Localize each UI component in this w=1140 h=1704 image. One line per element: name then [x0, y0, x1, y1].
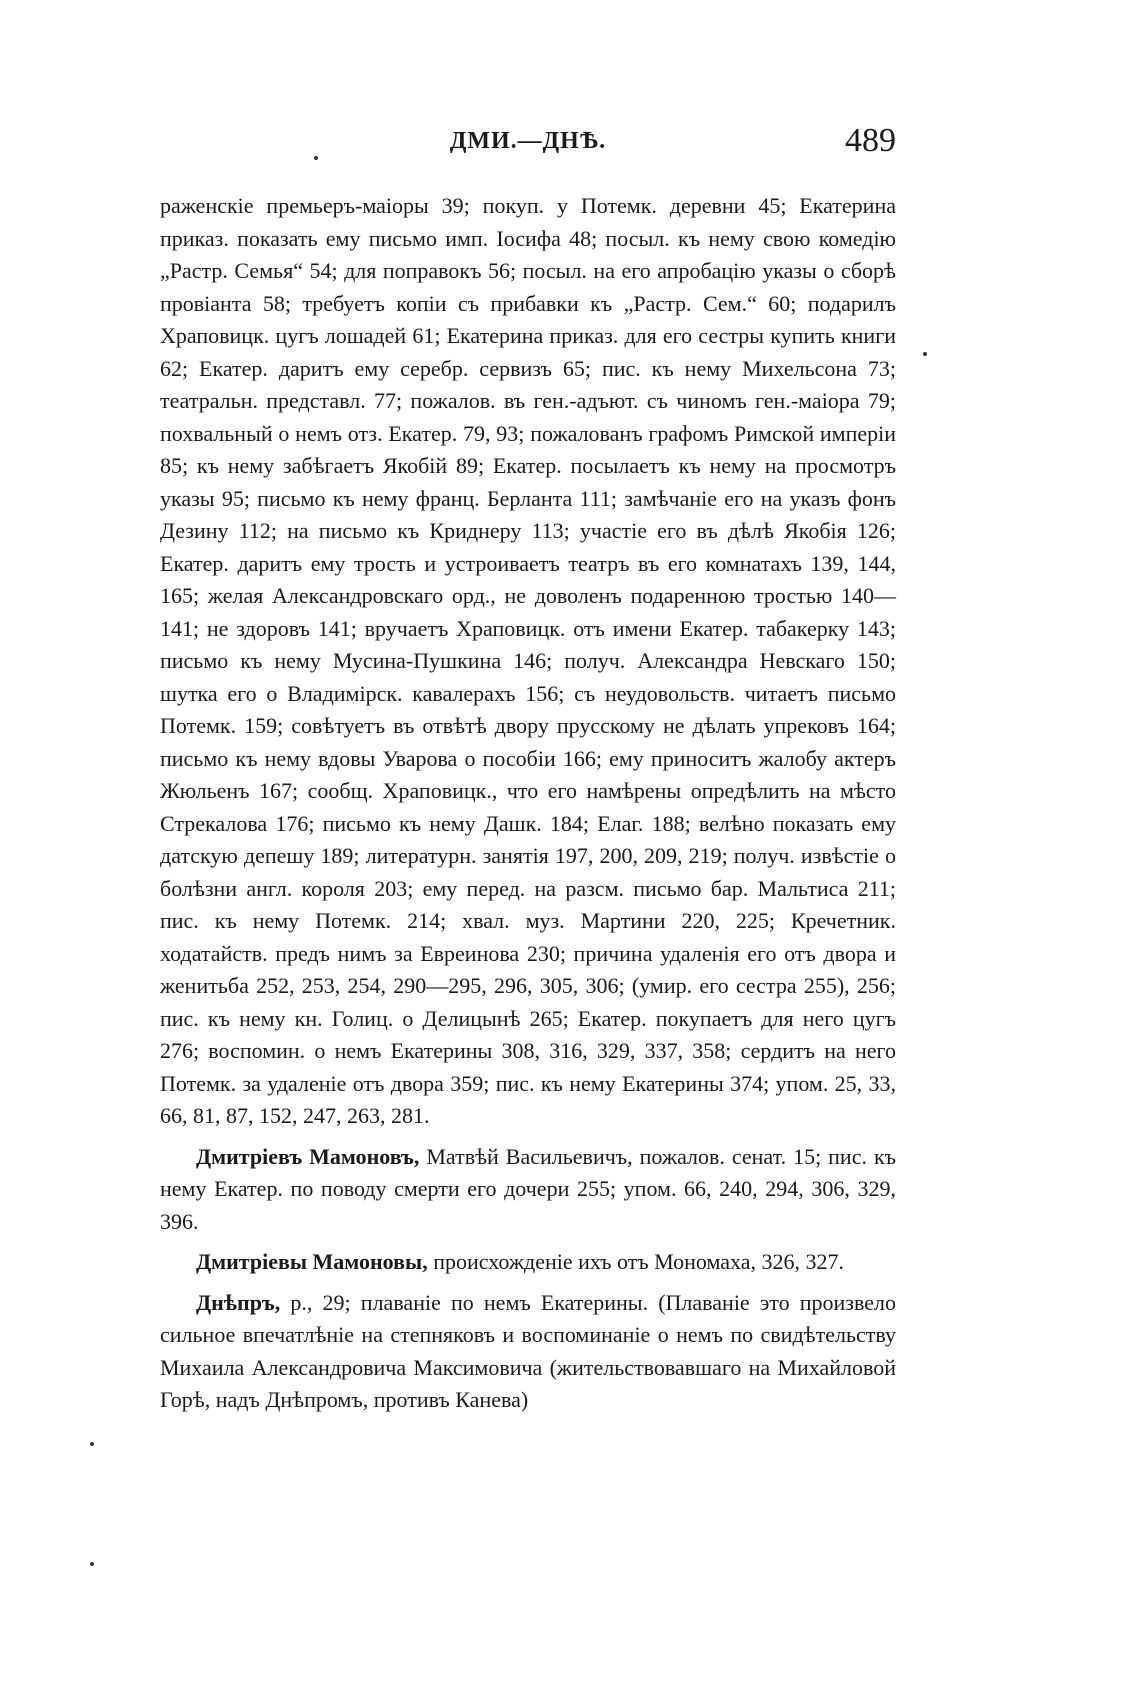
index-entry-dmitrievy-mamonovy — [160, 1246, 896, 1279]
entry-headword: Дмитріевъ Мамоновъ, — [196, 1143, 420, 1169]
index-entry-dnepr — [160, 1287, 896, 1417]
entry-headword: Дмитріевы Мамоновы, — [196, 1249, 428, 1274]
running-head: ДМИ.—ДНѢ. — [449, 128, 607, 154]
entry-headword: Днѣпръ, — [196, 1289, 281, 1315]
index-entry-dmitriev-mamonov — [160, 1141, 896, 1239]
entry-text: происхожденіе ихъ отъ Мономаха, 326, 327. — [427, 1249, 845, 1274]
scan-speck — [923, 352, 927, 356]
entry-text: раженскіе премьеръ-маіоры 39; покуп. у Потемк. деревни 45; Екатерина приказ. показать ему письмо имп. Іосифа 48; посыл. къ нему свою комедію „Растр. Семья“ 54; для поправокъ 56; посыл. на его апробацію указы о сборѣ провіанта 58; требуетъ копіи съ прибавки къ „Растр. Сем.“ 60; подарилъ Храповицк. цугъ лошадей 61; Екатерина приказ. для его сестры купить книги 62; Екатер. даритъ ему серебр. сервизъ 65; пис. къ нему Михельсона 73; театральн. представл. 77; пожалов. въ ген.-адъют. съ чиномъ ген.-маіора 79; похвальный о немъ отз. Екатер. 79, 93; пожалованъ графомъ Римской имперіи 85; къ нему забѣгаетъ Якобій 89; Екатер. посылаетъ къ нему на просмотръ указы 95; письмо къ нему франц. Берланта 111; замѣчаніе его на указъ фонъ Дезину 112; на письмо къ Криднеру 113; участіе его въ дѣлѣ Якобія 126; Екатер. даритъ ему трость и устроиваетъ театръ въ его комнатахъ 139, 144, 165; желая Александровскаго орд., не доволенъ подаренною тростью 140—141; не здоровъ 141; вручаетъ Храповицк. отъ имени Екатер. табакерку 143; письмо къ нему Мусина-Пушкина 146; получ. Александра Невскаго 150; шутка его о Владимірск. кавалерахъ 156; съ неудовольств. читаетъ письмо Потемк. 159; совѣтуетъ въ отвѣтѣ двору прусскому не дѣлать упрековъ 164; письмо къ нему вдовы Уварова о пособіи 166; ему приноситъ жалобу актеръ Жюльенъ 167; сообщ. Храповицк., что его намѣрены опредѣлить на мѣсто Стрекалова 176; письмо къ нему Дашк. 184; Елаг. 188; велѣно показать ему датскую депешу 189; литературн. занятія 197, 200, 209, 219; получ. извѣстіе о болѣзни англ. короля 203; ему перед. на разсм. письмо бар. Мальтиса 211; пис. къ нему Потемк. 214; хвал. муз. Мартини 220, 225; Кречетник. ходатайств. предъ нимъ за Евреинова 230; причина удаленія его отъ двора и женитьба 252, 253, 254, 290—295, 296, 305, 306; (умир. его сестра 255), 256; пис. къ нему кн. Голиц. о Делицынѣ 265; Екатер. покупаетъ для него цугъ 276; воспомин. о немъ Екатерины 308, 316, 329, 337, 358; сердитъ на него Потемк. за удаленіе отъ двора 359; пис. къ нему Екатерины 374; упом. 25, 33, 66, 81, 87, 152, 247, 263, 281. — [160, 193, 896, 1128]
scan-speck — [314, 156, 318, 160]
index-text — [160, 190, 896, 1425]
page-header — [160, 122, 896, 166]
index-entry-continuation — [160, 190, 896, 1133]
page-number: 489 — [845, 122, 896, 159]
scan-speck — [90, 1562, 94, 1566]
scan-speck — [90, 1442, 94, 1446]
entry-text: р., 29; плаваніе по немъ Екатерины. (Плаваніе это произвело сильное впечатлѣніе на степняковъ и воспоминаніе о немъ по свидѣтельству Михаила Александровича Максимовича (жительствовавшаго на Михайловой Горѣ, надъ Днѣпромъ, противъ Канева) — [160, 1289, 896, 1412]
entry-text: Матвѣй Васильевичъ, пожалов. сенат. 15; пис. къ нему Екатер. по поводу смерти его дочери 255; упом. 66, 240, 294, 306, 329, 396. — [160, 1143, 897, 1234]
